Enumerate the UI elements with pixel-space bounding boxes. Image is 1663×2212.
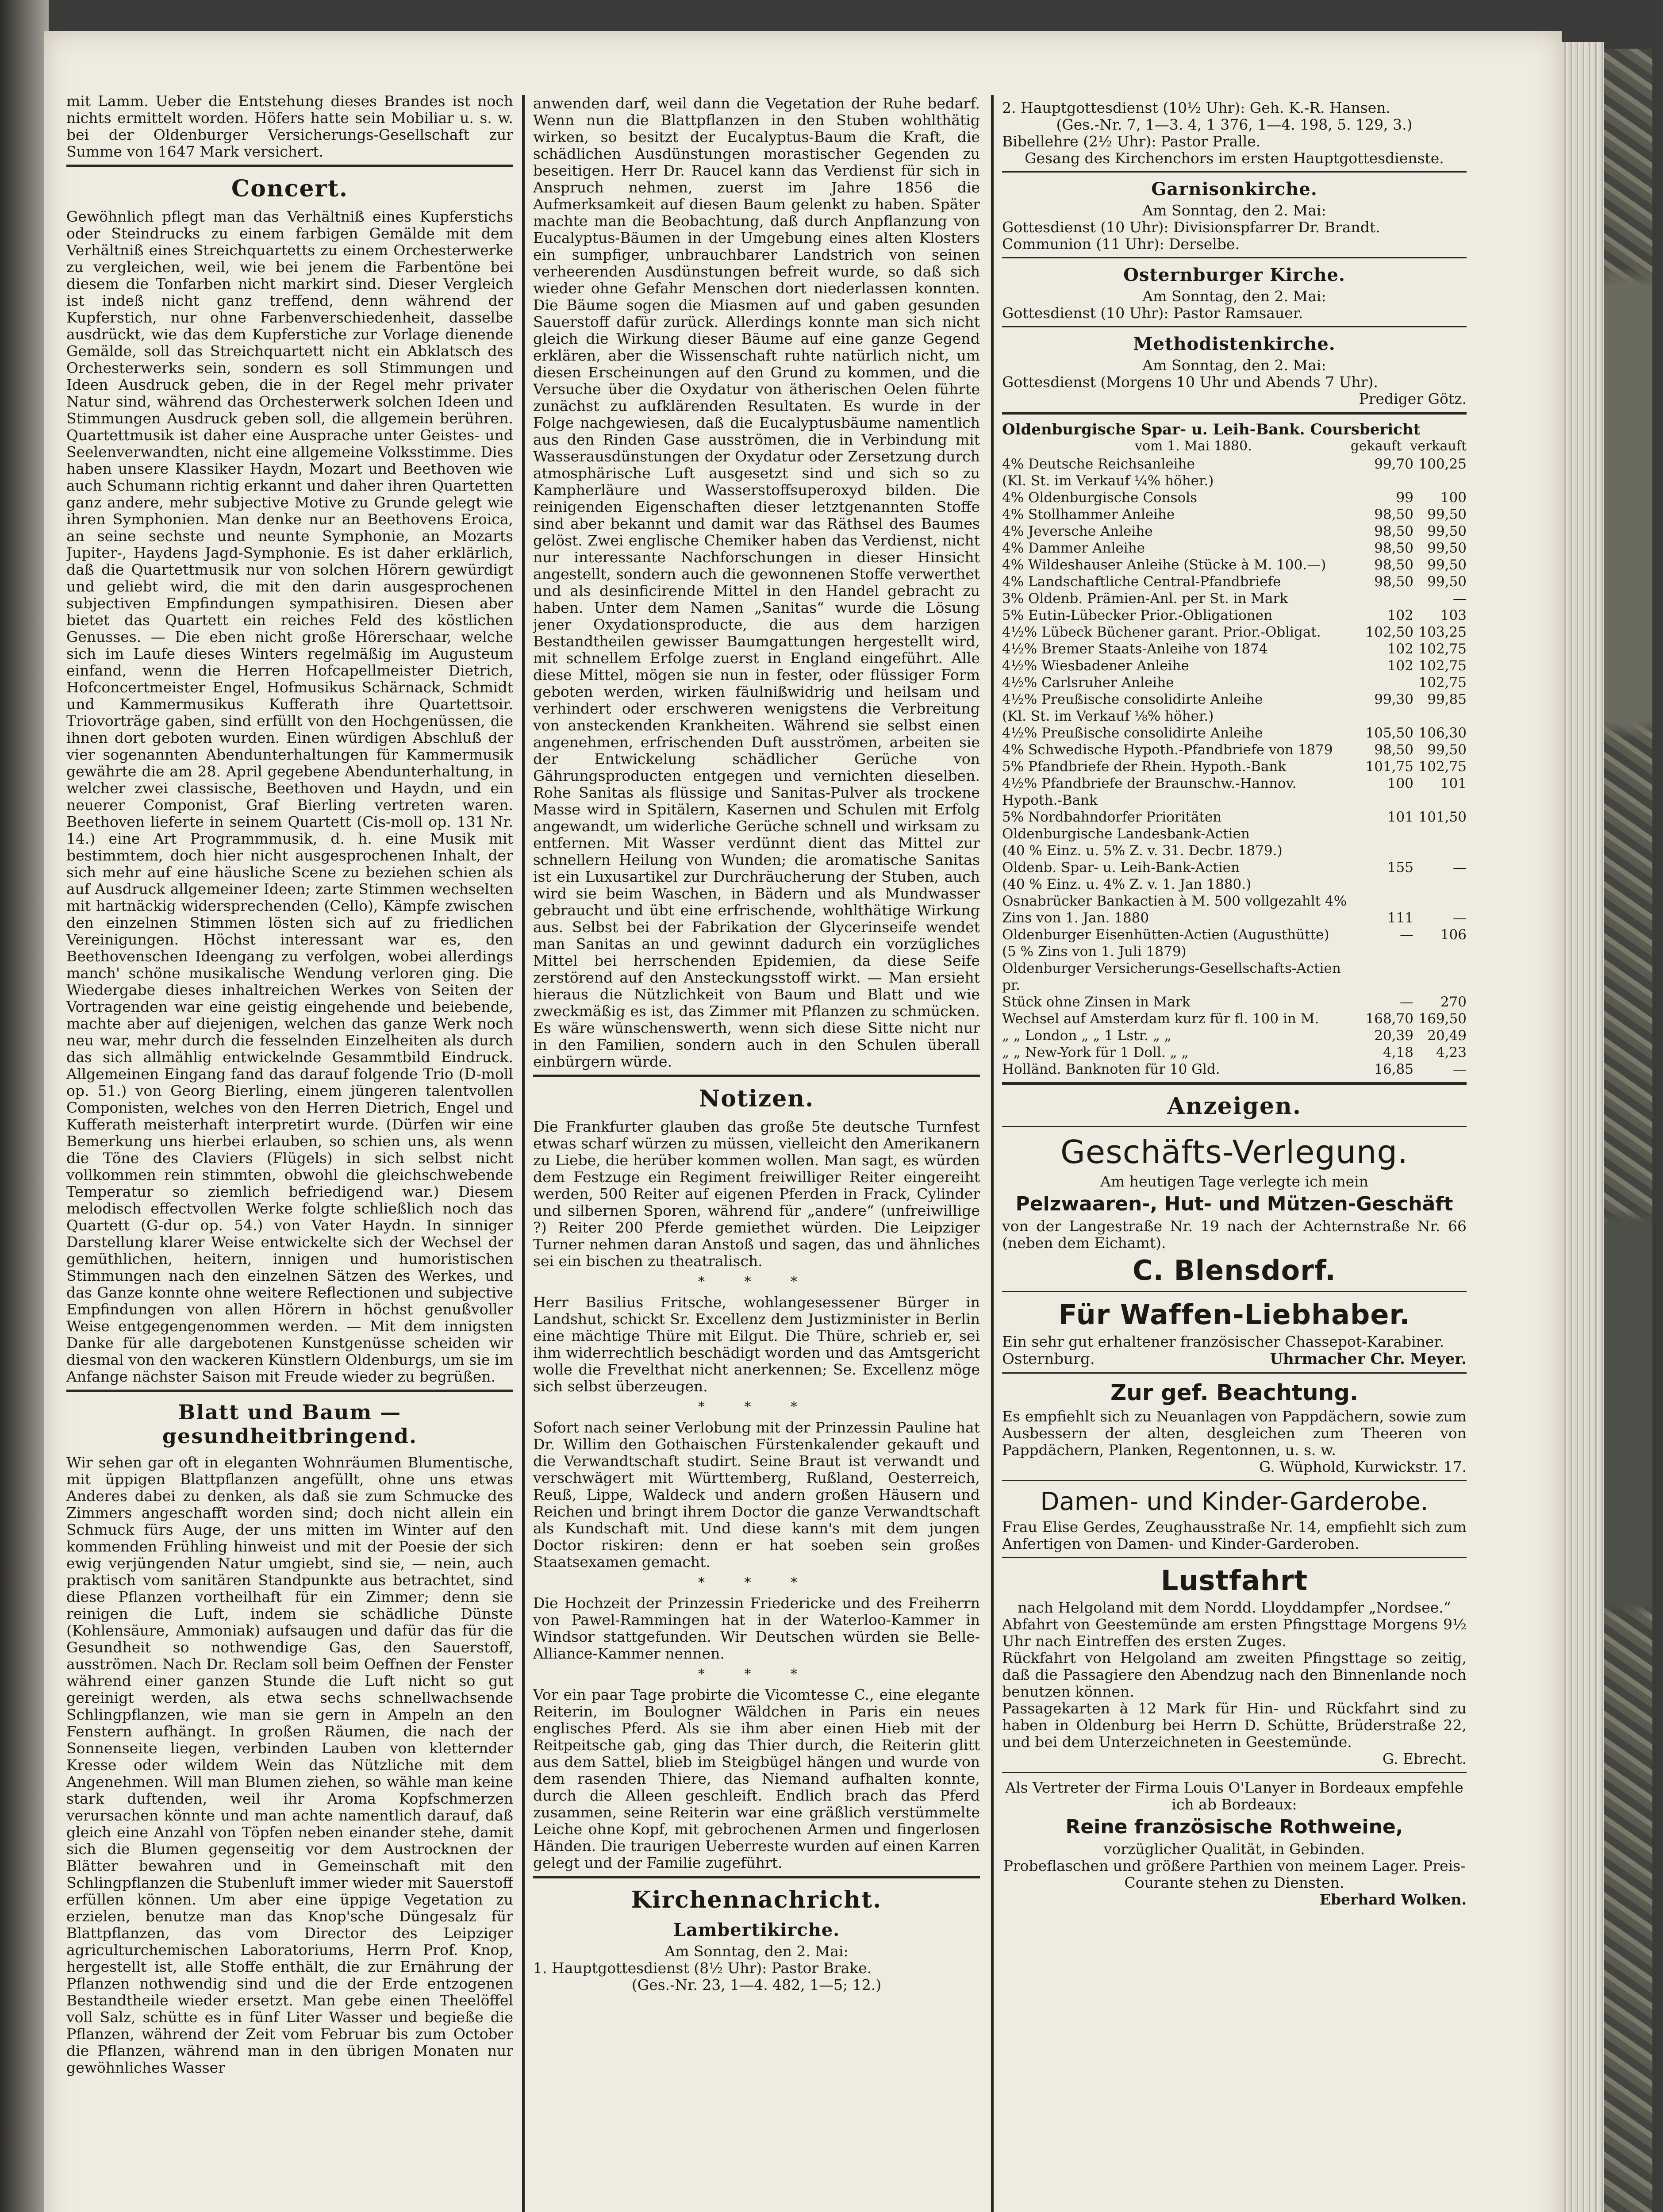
- blatt-title: Blatt und Baum — gesundheitbringend.: [162, 1400, 418, 1448]
- kurs-gekauft: 102,50: [1365, 624, 1413, 640]
- garnison-service: Gottesdienst (10 Uhr): Divisionspfarrer Dr. Brandt.: [1002, 219, 1380, 236]
- methodist-date: Am Sonntag, den 2. Mai:: [1142, 357, 1326, 374]
- notiz-reiterin: Vor ein paar Tage probirte die Vicomtesse C., eine elegante Reiterin, im Boulogner Wäldchen in Paris ein neues englisches Pferd. Als sie ihm aber einen Hieb mit der Reitpeitsche gab, ging das Thier durch, die Reiterin glitt aus dem Sattel, blieb im Steigbügel hängen und wurde von dem rasenden Thiere, das Niemand aufhalten konnte, durch die Alleen geschleift. Endlich brach das Pferd zusammen, seine Reiterin war eine gräßlich verstümmelte Leiche ohne Kopf, mit gebrochenen Armen und fingerlosen Händen. Die traurigen Ueberreste wurden auf einen Karren gelegt und der Familie zugeführt.: [533, 1686, 980, 1871]
- ad6-line1: Als Vertreter der Firma Louis O'Lanyer in Bordeaux empfehle ich ab Bordeaux:: [1005, 1779, 1463, 1813]
- kurs-verkauft: —: [1453, 591, 1467, 607]
- kurs-gekauft: [1360, 472, 1413, 489]
- kurs-gekauft: 101,75: [1365, 759, 1413, 775]
- kurs-verkauft: 102,75: [1418, 759, 1467, 775]
- kurs-verkauft: 102,75: [1418, 658, 1467, 674]
- kurs-gekauft: 168,70: [1365, 1011, 1413, 1027]
- kurs-name: 4% Dammer Anleihe: [1002, 540, 1145, 556]
- divider: [1002, 326, 1467, 327]
- kurs-name: 4½% Lübeck Büchener garant. Prior.-Obligat.: [1002, 624, 1321, 640]
- kurs-gekauft: 99,70: [1374, 456, 1413, 472]
- osternburg-service: Gottesdienst (10 Uhr): Pastor Ramsauer.: [1002, 304, 1303, 322]
- divider: [1002, 257, 1467, 258]
- kurs-gekauft: 111: [1387, 910, 1413, 926]
- kurs-verkauft: 99,50: [1427, 574, 1467, 590]
- kurs-gekauft: 98,50: [1374, 742, 1413, 758]
- ad2-line1: Ein sehr gut erhaltener französischer Chassepot-Karabiner.: [1002, 1333, 1444, 1350]
- kurs-row: [1002, 708, 1467, 725]
- left-page-shadow: [0, 0, 49, 2212]
- ad5-line2: Abfahrt von Geestemünde am ersten Pfingsttage Morgens 9½ Uhr nach Eintreffen des ersten Zuges.: [1002, 1616, 1467, 1650]
- kurs-row: [1002, 624, 1467, 641]
- osternburg-title: Osternburger Kirche.: [1123, 265, 1345, 285]
- kurs-name: „ „ London „ „ 1 Lstr. „ „: [1002, 1028, 1171, 1044]
- kurs-gekauft: 4,18: [1383, 1045, 1413, 1060]
- divider: [1002, 1372, 1467, 1374]
- column-rule-1: [522, 95, 525, 2212]
- kurs-row: [1002, 607, 1467, 624]
- kurs-name: Wechsel auf Amsterdam kurz für fl. 100 in M.: [1002, 1011, 1319, 1027]
- kurs-gekauft: [1360, 674, 1413, 691]
- kurs-verkauft: [1413, 960, 1467, 994]
- anzeigen-title: Anzeigen.: [1167, 1093, 1302, 1120]
- ad1-signature: C. Blensdorf.: [1133, 1254, 1336, 1286]
- divider: [1002, 171, 1467, 173]
- ad6-signature: Eberhard Wolken.: [1319, 1891, 1467, 1908]
- kurs-name: 4½% Pfandbriefe der Braunschw.-Hannov. Hypoth.-Bank: [1002, 776, 1297, 808]
- column-3: [1002, 100, 1467, 2212]
- kurs-row: [1002, 910, 1467, 926]
- col-gekauft: gekauft: [1350, 438, 1402, 454]
- kurs-gekauft: [1360, 893, 1413, 910]
- kurs-name: (40 % Einz. u. 5% Z. v. 31. Decbr. 1879.): [1002, 843, 1283, 859]
- ad2-place: Osternburg.: [1002, 1350, 1095, 1368]
- ad5-line4: Passagekarten à 12 Mark für Hin- und Rückfahrt sind zu haben in Oldenburg bei Herrn D. Schütte, Brüderstraße 22, und bei dem Unterzeichneten in Geestemünde.: [1002, 1700, 1467, 1751]
- kurs-row: [1002, 472, 1467, 489]
- intro-text: mit Lamm. Ueber die Entstehung dieses Brandes ist noch nichts ermittelt worden. Höfers hatte sein Mobiliar u. s. w. bei der Oldenburger Versicherungs-Gesellschaft zur Summe von 1647 Mark versichert.: [66, 93, 513, 160]
- kurs-verkauft: 169,50: [1418, 1011, 1467, 1027]
- kurs-name: (5 % Zins von 1. Juli 1879): [1002, 944, 1187, 960]
- kirchenchor-note: Gesang des Kirchenchors im ersten Hauptgottesdienste.: [1025, 150, 1444, 167]
- kurs-name: 5% Nordbahndorfer Prioritäten: [1002, 809, 1222, 825]
- kurs-verkauft: 100: [1440, 490, 1467, 506]
- kurs-row: [1002, 741, 1467, 758]
- ad5-line3: Rückfahrt von Helgoland am zweiten Pfingsttage so zeitig, daß die Passagiere den Abendzug nach den Binnenlande noch benutzen können.: [1002, 1649, 1467, 1700]
- eucalyptus-article: anwenden darf, weil dann die Vegetation der Ruhe bedarf. Wenn nun die Blattpflanzen in den Stuben wohlthätig wirken, so besitzt der Eucalyptus-Baum die Kraft, die schädlichen Ausdünstungen morastischer Gegenden zu beseitigen. Herr Dr. Raucel kann das Verdienst für sich in Anspruch nehmen, zuerst im Jahre 1856 die Aufmerksamkeit auf diesen Baum gelenkt zu haben. Später machte man die Beobachtung, daß durch Anpflanzung von Eucalyptus-Bäumen in der Umgebung eines alten Klosters ein sumpfiger, unbrauchbarer Landstrich von seinen verheerenden Ausdünstungen befreit wurde, so daß sich wieder ohne Gefahr Menschen dort niederlassen konnten. Die Bäume sogen die Miasmen auf und gaben gesunden Sauerstoff dafür zurück. Allerdings konnte man sich nicht gleich die Wirkung dieser Bäume auf eine ganze Gegend erklären, aber die Wissenschaft ruhte natürlich nicht, um diesen Erscheinungen auf den Grund zu kommen, und die Versuche über die Oxydatur von ätherischen Oelen führte zunächst zu aufklärenden Resultaten. Es wurde in der Folge nachgewiesen, daß die Eucalyptusbäume namentlich aus den Rinden Gase ausströmen, die in Verbindung mit Wasserausdünstungen der Oxydatur oder Zersetzung durch atmosphärische Luft ausgesetzt sind und sich so zu Kampherläure und Wasserstoffsuperoxyd bilden. Die reinigenden Eigenschaften dieser letztgenannten Stoffe sind aber bekannt und damit war das Räthsel des Baumes gelöst. Zwei englische Chemiker haben das Verdienst, nicht nur interessante Nachforschungen in dieser Hinsicht angestellt, sondern auch die gewonnenen Stoffe verwerthet und als desinficirende Mittel in den Handel gebracht zu haben. Unter dem Namen „Sanitas“ wurde die Lösung jener Oxydationsproducte, die aus dem harzigen Bestandtheilen gewisser Baumgattungen hergestellt wird, mit schnellem Erfolge zuerst in England eingeführt. Alle diese Mittel, mögen sie nun in fester, oder flüssiger Form geboten werden, wirken fäulnißwidrig und heilsam und verhindert oder erschweren wenigstens die Verbreitung von ansteckenden Krankheiten. Während sie selbst einen angenehmen, erfrischenden Duft ausströmen, arbeiten sie der Entwickelung schädlicher Gerüche von Gährungsproducten entgegen und vernichten dieselben. Rohe Sanitas als flüssige und Sanitas-Pulver als trockene Masse wird in Spitälern, Kasernen und Schulen mit Erfolg angewandt, um widerliche Gerüche schnell und wirksam zu entfernen. Mit Wasser verdünnt dient das Mittel zur schnellern Heilung von Wunden; die aromatische Sanitas ist ein Luxusartikel zur Durchräucherung der Stuben, auch wird sie beim Waschen, in Bädern und als Mundwasser gebraucht und übt eine erfrischende, wohlthätige Wirkung aus. Selbst bei der Fabrikation der Glycerinseife wendet man Sanitas an und gewinnt dadurch ein vorzügliches Mittel bei herrschenden Epidemien, da diese Seife zerstörend auf den Ansteckungsstoff wirkt. — Man ersieht hieraus die Nützlichkeit von Baum und Blatt und wie zweckmäßig es ist, das Zimmer mit Pflanzen zu schmücken. Es wäre wünschenswerth, wenn sich diese Sitte nicht nur in den Familien, sondern auch in den Schulen überall einbürgern würde.: [533, 95, 980, 1070]
- kurs-gekauft: 105,50: [1365, 725, 1413, 741]
- kurs-name: Osnabrücker Bankactien à M. 500 vollgezahlt 4%: [1002, 893, 1347, 909]
- kurs-verkauft: —: [1453, 1061, 1467, 1077]
- kurs-verkauft: 101,50: [1418, 809, 1467, 825]
- ad6-line3: Probeflaschen und größere Parthien von meinem Lager. Preis-Courante stehen zu Diensten.: [1003, 1857, 1466, 1891]
- ad3-signature: G. Wüphold, Kurwickstr. 17.: [1259, 1458, 1467, 1475]
- kurs-row: [1002, 657, 1467, 674]
- ad1-title: Geschäfts-Verlegung.: [1060, 1133, 1408, 1171]
- kurs-verkauft: 103,25: [1418, 624, 1467, 640]
- kurs-row: [1002, 456, 1467, 472]
- separator-stars: * * *: [698, 1575, 815, 1590]
- ad-garderobe: [1002, 1487, 1467, 1552]
- kurs-row: [1002, 540, 1467, 557]
- kirchen-title: Kirchennachricht.: [631, 1886, 882, 1913]
- kurs-name: 5% Eutin-Lübecker Prior.-Obligationen: [1002, 607, 1273, 623]
- page-edge-stack: [1562, 42, 1604, 2212]
- kurs-gekauft: —: [1400, 994, 1413, 1010]
- kurs-verkauft: 99,85: [1427, 691, 1467, 707]
- kurs-name: 4% Oldenburgische Consols: [1002, 490, 1198, 506]
- kurs-gekauft: 102: [1387, 641, 1413, 657]
- lamberti-hymns-2: (Ges.-Nr. 7, 1—3. 4, 1 376, 1—4. 198, 5. 129, 3.): [1056, 116, 1413, 133]
- divider: [1002, 1126, 1467, 1127]
- kurs-row: [1002, 994, 1467, 1010]
- kurs-gekauft: [1360, 826, 1413, 842]
- ad2-title: Für Waffen-Liebhaber.: [1058, 1298, 1410, 1331]
- kurs-verkauft: 99,50: [1427, 507, 1467, 522]
- kurs-verkauft: —: [1453, 860, 1467, 876]
- kurs-verkauft: 102,75: [1418, 675, 1467, 691]
- kurs-gekauft: 155: [1387, 860, 1413, 876]
- kurs-name: 4½% Wiesbadener Anleihe: [1002, 658, 1189, 674]
- ad2-signature: Uhrmacher Chr. Meyer.: [1270, 1350, 1467, 1368]
- kurs-gekauft: 98,50: [1374, 523, 1413, 539]
- notiz-thuere: Herr Basilius Fritsche, wohlangesessener Bürger in Landshut, schickt Sr. Excellenz dem Justizminister in Berlin eine mächtige Thüre mit Eilgut. Die Thüre, schrieb er, sei ihm widerrechtlich beschädigt worden und das Amtsgericht wolle die Frevelthat nicht anerkennen; Se. Excellenz möge sich selbst überzeugen.: [533, 1294, 980, 1395]
- divider: [1002, 1291, 1467, 1292]
- ad6-line2: vorzüglicher Qualität, in Gebinden.: [1103, 1840, 1365, 1858]
- ad1-line1: Am heutigen Tage verlegte ich mein: [1100, 1173, 1368, 1190]
- ad-geschaefts-verlegung: [1002, 1133, 1467, 1286]
- kurs-verkauft: [1413, 893, 1467, 910]
- kurs-row: [1002, 893, 1467, 910]
- kurs-gekauft: 16,85: [1374, 1061, 1413, 1077]
- kurs-verkauft: [1413, 876, 1467, 893]
- kurs-gekauft: [1360, 590, 1413, 607]
- kurs-row: [1002, 960, 1467, 994]
- kurs-verkauft: 99,50: [1427, 540, 1467, 556]
- kurs-row: [1002, 758, 1467, 775]
- separator-stars: * * *: [698, 1274, 815, 1290]
- divider: [1002, 1480, 1467, 1481]
- kurs-name: 4½% Preußische consolidirte Anleihe: [1002, 725, 1263, 741]
- methodist-preacher: Prediger Götz.: [1359, 390, 1467, 407]
- kurs-name: Oldenb. Spar- u. Leih-Bank-Actien: [1002, 860, 1240, 876]
- kurs-row: [1002, 926, 1467, 943]
- kurs-gekauft: 102: [1387, 607, 1413, 623]
- garnison-communion: Communion (11 Uhr): Derselbe.: [1002, 235, 1240, 253]
- concert-article: Gewöhnlich pflegt man das Verhältniß eines Kupferstichs oder Steindrucks zu einem farbigen Gemälde mit dem Verhältniß eines Streichquartetts zu einem Orchesterwerke zu vergleichen, weil, wie bei jenem die Farbentöne bei diesem die Tonfarben nicht markirt sind. Dieser Vergleich ist indeß nicht ganz treffend, denn während der Kupferstich, nur ohne Farbenverschiedenheit, dasselbe ausdrückt, wie das dem Kupferstiche zur Vorlage dienende Gemälde, soll das Streichquartett nicht ein Abklatsch des Orchesterwerks sein, sondern es soll Stimmungen und Ideen Ausdruck geben, die in der Regel mehr privater Natur sind, während das Orchesterwerk solchen Ideen und Stimmungen Ausdruck geben soll, die allgemein berühren. Quartettmusik ist daher eine Ausprache unter Geistes- und Seelenverwandten, nicht eine allgemeine Volksstimme. Dies haben unsere Klassiker Haydn, Mozart und Beethoven wie auch Schumann richtig erkannt und daher ihren Quartetten ganz andere, mehr subjective Motive zu Grunde gelegt wie ihren Symphonien. Man denke nur an Beethovens Eroica, an seine sechste und neunte Symphonie, an Mozarts Jupiter-, Haydens Jagd-Symphonie. Es ist daher erklärlich, daß die Quartettmusik nur von solchen Hörern gewürdigt und geliebt wird, die mit den darin ausgesprochenen subjectiven Empfindungen sympathisiren. Diesen aber bietet das Quartett ein reiches Feld des köstlichen Genusses. — Die eben nicht große Hörerschaar, welche sich im Laufe dieses Winters regelmäßig im Augusteum einfand, wenn die Herren Hofcapellmeister Dietrich, Hofconcertmeister Engel, Hofmusikus Schärnack, Schmidt und Kammermusikus Kufferath ihre Quartettsoir. Triovorträge gaben, sind erfüllt von den Hochgenüssen, die ihnen dort geboten wurden. Einen würdigen Abschluß der vier sogenannten Abendunterhaltungen für Kammermusik gewährte die am 28. April gegebene Abendunterhaltung, in welcher zwei classische, Beethoven und Haydn, und ein neuerer Componist, Graf Bierling vertreten waren. Beethoven lieferte in seinem Quartett (Cis-moll op. 131 Nr. 14.) eine Art Programmmusik, d. h. eine Musik mit bestimmtem, doch hier nicht ausgesprochenen Inhalt, der sich mehr auf eine häusliche Scene zu beziehen schien als auf Ausdruck allgemeiner Ideen; zarte Stimmen wechselten mit hartnäckig widersprechenden (Cello), Kämpfe zwischen den einzelnen Stimmen lösten sich auf zu friedlichen Vereinigungen. Höchst interessant war es, den Beethovenschen Ideengang zu verfolgen, wobei allerdings manch' schöne musikalische Wendung verloren ging. Die Wiedergabe dieses inhaltreichen Werkes von Seiten der Vortragenden war eine geistig eingehende und beiebende, machte aber auf diejenigen, welchen das ganze Werk noch neu war, mehr durch die fesselnden Einzelheiten als durch das sich allmählig entwickelnde Gesammtbild Eindruck. Allgemeinen Eingang fand das darauf folgende Trio (D-moll op. 51.) von Georg Bierling, einem jüngeren talentvollen Componisten, welches von den Herren Dietrich, Engel und Kufferath meisterhaft interpretirt wurde. (Dürfen wir eine Bemerkung uns hierbei erlauben, so schien uns, als wenn die Töne des Claviers (Flügels) in sich selbst nicht vollkommen rein stimmten, obwohl die gleichschwebende Temperatur so ziemlich befriedigend war.) Diesem melodisch effectvollen Werke folgte schließlich noch das Quartett (G-dur op. 54.) von Vater Haydn. In sinniger Darstellung klarer Weise entwickelte sich der Wechsel der gemüthlichen, heitern, innigen und humoristischen Stimmungen nach den einzelnen Sätzen des Werkes, und das Ganze konnte ohne weitere Reflectionen und subjective Empfindungen von allen Hörern in höchst genußvoller Weise entgegengenommen werden. — Mit dem innigsten Danke für alle dargebotenen Kunstgenüsse scheiden wir diesmal von den wackeren Künstlern Oldenburgs, um sie im Anfange nächster Saison mit Freude wieder zu begrüßen.: [66, 208, 513, 1385]
- kurs-gekauft: 98,50: [1374, 507, 1413, 522]
- kurs-row: [1002, 573, 1467, 590]
- ad5-signature: G. Ebrecht.: [1382, 1750, 1467, 1767]
- kursbericht-title: Oldenburgische Spar- u. Leih-Bank. Coursbericht: [1002, 421, 1421, 438]
- kurs-gekauft: 20,39: [1374, 1028, 1413, 1044]
- kurs-row: [1002, 842, 1467, 859]
- kurs-name: 5% Pfandbriefe der Rhein. Hypoth.-Bank: [1002, 759, 1287, 775]
- ad5-title: Lustfahrt: [1160, 1564, 1308, 1597]
- kurs-gekauft: [1360, 943, 1413, 960]
- ad-rothweine: [1002, 1779, 1467, 1908]
- kurs-name: (Kl. St. im Verkauf ¼% höher.): [1002, 473, 1214, 489]
- kurs-name: Oldenburger Versicherungs-Gesellschafts-Actien pr.: [1002, 960, 1341, 993]
- divider: [66, 1390, 513, 1392]
- kurs-name: Oldenburgische Landesbank-Actien: [1002, 826, 1250, 842]
- kurs-name: 4½% Preußische consolidirte Anleihe: [1002, 691, 1263, 707]
- kurs-gekauft: [1360, 960, 1413, 994]
- notiz-hochzeit: Die Hochzeit der Prinzessin Friedericke und des Freiherrn von Pawel-Rammingen hat in der Waterloo-Kammer in Windsor stattgefunden. Wir Deutschen würden sie Belle-Alliance-Kammer nennen.: [533, 1594, 980, 1662]
- ad-waffen: [1002, 1298, 1467, 1368]
- separator-stars: * * *: [698, 1399, 815, 1415]
- kurs-row: [1002, 1010, 1467, 1027]
- kursbericht-subheader: [1002, 438, 1467, 454]
- kurs-verkauft: 99,50: [1427, 742, 1467, 758]
- lamberti-title: Lambertikirche.: [673, 1920, 840, 1940]
- kurs-gekauft: [1360, 708, 1413, 725]
- kurs-gekauft: 99: [1396, 490, 1413, 506]
- kurs-row: [1002, 691, 1467, 708]
- kurs-verkauft: [1413, 943, 1467, 960]
- kurs-name: 3% Oldenb. Prämien-Anl. per St. in Mark: [1002, 591, 1288, 607]
- kurs-row: [1002, 674, 1467, 691]
- column-2: [533, 95, 980, 2212]
- kurs-verkauft: 99,50: [1427, 557, 1467, 573]
- kurs-row: [1002, 943, 1467, 960]
- lamberti-service-2: 2. Hauptgottesdienst (10½ Uhr): Geh. K.-R. Hansen.: [1002, 100, 1391, 116]
- kurs-name: 4½% Carlsruher Anleihe: [1002, 675, 1174, 691]
- garnison-date: Am Sonntag, den 2. Mai:: [1142, 202, 1326, 219]
- methodist-service: Gottesdienst (Morgens 10 Uhr und Abends 7 Uhr).: [1002, 373, 1378, 391]
- ad1-line2: Pelzwaaren-, Hut- und Mützen-Geschäft: [1015, 1193, 1453, 1215]
- kurs-row: [1002, 1061, 1467, 1078]
- kurs-row: [1002, 1027, 1467, 1044]
- kurs-row: [1002, 590, 1467, 607]
- divider: [1002, 1082, 1467, 1085]
- kurs-row: [1002, 1044, 1467, 1061]
- kurs-name: 4% Jeversche Anleihe: [1002, 523, 1153, 539]
- kurs-name: (Kl. St. im Verkauf ⅛% höher.): [1002, 708, 1214, 724]
- kurs-name: Oldenburger Eisenhütten-Actien (Augusthütte): [1002, 927, 1329, 943]
- kurs-gekauft: 98,50: [1374, 574, 1413, 590]
- kurs-gekauft: —: [1400, 927, 1413, 943]
- kurs-verkauft: 99,50: [1427, 523, 1467, 539]
- ad1-line3: von der Langestraße Nr. 19 nach der Achternstraße Nr. 66 (neben dem Eichamt).: [1002, 1217, 1467, 1252]
- kurs-gekauft: [1360, 876, 1413, 893]
- kurs-row: [1002, 506, 1467, 523]
- kurs-row: [1002, 809, 1467, 826]
- kurs-name: (40 % Einz. u. 4% Z. v. 1. Jan 1880.): [1002, 876, 1252, 892]
- kurs-verkauft: 106,30: [1418, 725, 1467, 741]
- kurs-gekauft: 99,30: [1374, 691, 1413, 707]
- concert-title: Concert.: [231, 175, 349, 202]
- kurs-verkauft: 20,49: [1427, 1028, 1467, 1044]
- divider: [1002, 1772, 1467, 1773]
- kurs-verkauft: —: [1453, 910, 1467, 926]
- kurs-name: 4% Landschaftliche Central-Pfandbriefe: [1002, 574, 1281, 590]
- kurs-row: [1002, 523, 1467, 540]
- kurs-gekauft: 102: [1387, 658, 1413, 674]
- kurs-verkauft: 100,25: [1418, 456, 1467, 472]
- divider: [1002, 412, 1467, 415]
- kurs-name: 4% Deutsche Reichsanleihe: [1002, 456, 1195, 472]
- kurs-gekauft: 98,50: [1374, 540, 1413, 556]
- methodist-title: Methodistenkirche.: [1133, 334, 1336, 354]
- kurs-row: [1002, 826, 1467, 842]
- column-1: [66, 93, 513, 2212]
- kurs-verkauft: [1413, 842, 1467, 859]
- kurs-row: [1002, 641, 1467, 657]
- ad3-title: Zur gef. Beachtung.: [1110, 1380, 1358, 1406]
- kurs-verkauft: [1413, 708, 1467, 725]
- kursbericht-date: vom 1. Mai 1880.: [1135, 438, 1252, 454]
- kurs-verkauft: 4,23: [1436, 1045, 1467, 1060]
- kurs-verkauft: [1413, 472, 1467, 489]
- kurs-name: 4% Schwedische Hypoth.-Pfandbriefe von 1879: [1002, 742, 1333, 758]
- kurs-name: 4% Stollhammer Anleihe: [1002, 507, 1175, 522]
- separator-stars: * * *: [698, 1667, 815, 1682]
- ad5-line1: nach Helgoland mit dem Nordd. Lloyddampfer „Nordsee.“: [1018, 1599, 1451, 1616]
- kurs-verkauft: 101: [1440, 776, 1467, 791]
- notiz-turnfest: Die Frankfurter glauben das große 5te deutsche Turnfest etwas scharf würzen zu müssen, vielleicht den Amerikanern zu Liebe, die herüber kommen wollen. Man sagt, es würden dem Festzuge ein Regiment freiwilliger Reiter eingereiht werden, 500 Reiter auf eigenen Pferden in Frack, Cylinder und silbernen Sporen, während für „andere“ (unfreiwillige ?) Reiter 200 Pferde gemiethet würden. Die Leipziger Turner nehmen daran Anstoß und sagen, das und ähnliches sei ein bischen zu theatralisch.: [533, 1118, 980, 1270]
- kurs-name: 4% Wildeshauser Anleihe (Stücke à M. 100.—): [1002, 557, 1326, 573]
- ad3-line1: Es empfiehlt sich zu Neuanlagen von Pappdächern, sowie zum Ausbessern der alten, desgleichen zum Theeren von Pappdächern, Planken, Regentonnen, u. s. w.: [1002, 1408, 1467, 1459]
- kurs-verkauft: 102,75: [1418, 641, 1467, 657]
- kursbericht-table: [1002, 456, 1467, 1078]
- lamberti-hymns-1: (Ges.-Nr. 23, 1—4. 482, 1—5; 12.): [631, 1976, 882, 1993]
- kurs-name: Zins von 1. Jan. 1880: [1002, 910, 1149, 926]
- osternburg-date: Am Sonntag, den 2. Mai:: [1142, 288, 1326, 305]
- kurs-row: [1002, 859, 1467, 876]
- divider: [533, 1075, 980, 1077]
- kurs-gekauft: [1360, 842, 1413, 859]
- kurs-row: [1002, 725, 1467, 741]
- notiz-verlobung: Sofort nach seiner Verlobung mit der Prinzessin Pauline hat Dr. Willim den Gothaischen Fürstenkalender gekauft und die Verwandtschaft studirt. Seine Braut ist verwandt und verschwägert mit Württemberg, Rußland, Oesterreich, Reuß, Lippe, Waldeck und andern großen Häusern und Reichen und bringt ihrem Doctor die ganze Verwandtschaft als Kundschaft mit. Und diese kann's mit dem jungen Doctor riskiren: denn er hat soeben sein großes Staatsexamen gemacht.: [533, 1419, 980, 1571]
- lamberti-date: Am Sonntag, den 2. Mai:: [664, 1943, 849, 1960]
- kurs-row: [1002, 876, 1467, 893]
- kurs-gekauft: 100: [1387, 776, 1413, 791]
- divider: [1002, 1557, 1467, 1558]
- kursbericht-header: [1002, 421, 1467, 438]
- kurs-name: 4½% Bremer Staats-Anleihe von 1874: [1002, 641, 1268, 657]
- kurs-name: Stück ohne Zinsen in Mark: [1002, 994, 1191, 1010]
- marbled-cover: [1604, 49, 1652, 2212]
- garnison-title: Garnisonkirche.: [1151, 179, 1317, 200]
- ad6-title: Reine französische Rothweine,: [1065, 1816, 1403, 1838]
- kurs-verkauft: [1413, 826, 1467, 842]
- notizen-title: Notizen.: [699, 1085, 814, 1112]
- kurs-row: [1002, 489, 1467, 506]
- kurs-name: Holländ. Banknoten für 10 Gld.: [1002, 1061, 1220, 1077]
- kurs-verkauft: 270: [1440, 994, 1467, 1010]
- divider: [66, 165, 513, 167]
- blatt-article: Wir sehen gar oft in eleganten Wohnräumen Blumentische, mit üppigen Blattpflanzen angefüllt, ohne uns etwas Anderes dabei zu denken, als daß sie zum Schmucke des Zimmers angeschafft worden sind; doch nicht allein ein Schmuck fürs Auge, der uns mitten im Winter auf den kommenden Frühling hinweist und mit der Poesie der sich ewig verjüngenden Natur umgiebt, sind sie, — nein, auch praktisch vom sanitären Standpunkte aus betrachtet, sind diese Pflanzen vortheilhaft für ein Zimmer; denn sie reinigen die Luft, indem sie schädliche Dünste (Kohlensäure, Ammoniak) aufsaugen und dafür das für die Gesundheit so nothwendige Gas, den Sauerstoff, ausströmen. Nach Dr. Reclam soll beim Oeffnen der Fenster während einer ganzen Stunde die Luft nicht so gut gereinigt werden, als etwa sechs schnellwachsende Schlingpflanzen, wie man sie gern in Ampeln an den Fenstern aufhängt. In großen Räumen, die nach der Sonnenseite liegen, verbinden Lauben von kletternder Kresse oder wildem Wein das Nützliche mit dem Angenehmen. Will man Blumen ziehen, so wähle man keine stark duftenden, weil ihr Aroma Kopfschmerzen verursachen könnte und man achte namentlich darauf, daß gleich eine Anzahl von Töpfen neben einander stehe, damit sich die Blumen gegenseitig vor dem Austrocknen der Blätter bewahren und in Gemeinschaft mit den Schlingpflanzen die Stubenluft immer wieder mit Sauerstoff erfüllen können. Um aber eine üppige Vegetation zu erzielen, benutze man das Knop'sche Düngesalz für Blattpflanzen, das vom Director des Leipziger agriculturchemischen Laboratoriums, Herrn Prof. Knop, hergestellt ist, alle Stoffe enthält, die zur Ernährung der Pflanzen nothwendig sind und die der Erde entzogenen Bestandtheile wieder ersetzt. Man gebe einen Theelöffel voll Salz, schütte es in fünf Liter Wasser und begieße die Pflanzen, während der Zeit vom Februar bis zum October die Pflanzen, während man in den übrigen Monaten nur gewöhnliches Wasser: [66, 1454, 513, 2076]
- kurs-gekauft: 98,50: [1374, 557, 1413, 573]
- col-verkauft: verkauft: [1410, 438, 1467, 454]
- bibellehre: Bibellehre (2½ Uhr): Pastor Pralle.: [1002, 133, 1261, 150]
- ad4-line1: Frau Elise Gerdes, Zeughausstraße Nr. 14, empfiehlt sich zum Anfertigen von Damen- und Kinder-Garderoben.: [1002, 1518, 1467, 1552]
- kurs-gekauft: 101: [1387, 809, 1413, 825]
- kurs-row: [1002, 775, 1467, 809]
- kurs-row: [1002, 557, 1467, 573]
- kurs-verkauft: 106: [1440, 927, 1467, 943]
- divider: [533, 1876, 980, 1878]
- ad4-title: Damen- und Kinder-Garderobe.: [1040, 1487, 1429, 1516]
- ad-beachtung: [1002, 1380, 1467, 1475]
- ad-lustfahrt: [1002, 1564, 1467, 1767]
- kurs-verkauft: 103: [1440, 607, 1467, 623]
- column-rule-2: [991, 95, 994, 2212]
- lamberti-service-1: 1. Hauptgottesdienst (8½ Uhr): Pastor Brake.: [533, 1959, 872, 1977]
- kurs-name: „ „ New-York für 1 Doll. „ „: [1002, 1045, 1189, 1060]
